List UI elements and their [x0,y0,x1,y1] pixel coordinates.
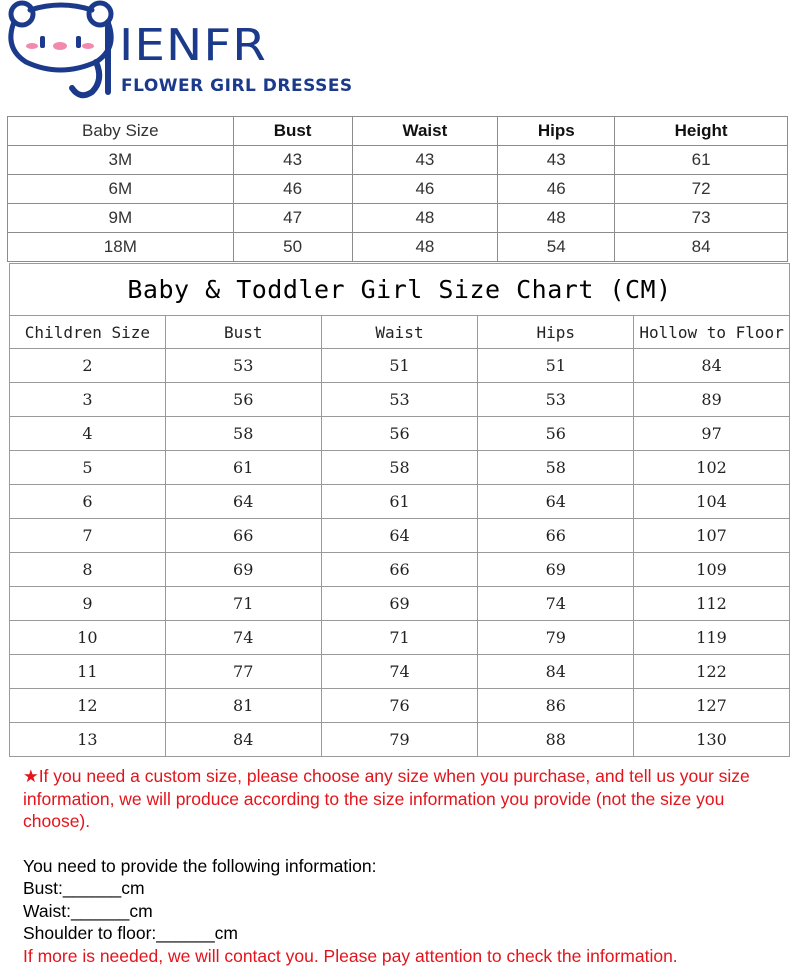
table-cell: 43 [233,146,352,175]
table-cell: 89 [634,383,790,417]
table-cell: 69 [165,553,321,587]
table-cell: 86 [478,689,634,723]
table-cell: 69 [321,587,478,621]
brand-tagline: FLOWER GIRL DRESSES [121,76,353,96]
table-cell: 3 [10,383,166,417]
table-row [8,233,788,262]
table-cell: 58 [321,451,478,485]
table-cell: 71 [321,621,478,655]
table-cell: 74 [478,587,634,621]
column-header: Height [615,117,788,146]
table-cell: 104 [634,485,790,519]
table-cell: 69 [478,553,634,587]
table-row [8,146,788,175]
table-cell: 64 [165,485,321,519]
table-cell: 46 [233,175,352,204]
table-cell: 54 [498,233,615,262]
table-header-row [8,117,788,146]
table-cell: 84 [634,349,790,383]
table-cell: 58 [165,417,321,451]
table-cell: 71 [165,587,321,621]
table-cell: 64 [321,519,478,553]
table-row [10,587,790,621]
table-cell: 84 [478,655,634,689]
table-cell: 13 [10,723,166,757]
baby-size-table [7,116,788,262]
table-cell: 109 [634,553,790,587]
size-notes [23,765,783,967]
table-cell: 56 [478,417,634,451]
table-row [10,553,790,587]
table-cell: 79 [321,723,478,757]
table-cell: 43 [352,146,498,175]
table-cell: 51 [478,349,634,383]
table-cell: 3M [8,146,234,175]
table-cell: 48 [352,204,498,233]
brand-name: IENFR [119,20,268,71]
table-cell: 6M [8,175,234,204]
column-header: Waist [321,316,478,349]
table-cell: 77 [165,655,321,689]
table-row [8,204,788,233]
table-cell: 2 [10,349,166,383]
table-cell: 61 [321,485,478,519]
table-cell: 6 [10,485,166,519]
field-waist: Waist:______cm [23,900,153,921]
table-cell: 61 [165,451,321,485]
table-row [10,383,790,417]
table-cell: 119 [634,621,790,655]
table-row [10,485,790,519]
table-cell: 10 [10,621,166,655]
table-cell: 88 [478,723,634,757]
table-cell: 102 [634,451,790,485]
table-row [10,689,790,723]
table-cell: 53 [165,349,321,383]
size-chart-title: Baby & Toddler Girl Size Chart (CM) [10,264,790,316]
table-cell: 73 [615,204,788,233]
table-cell: 43 [498,146,615,175]
table-cell: 51 [321,349,478,383]
field-bust: Bust:______cm [23,878,145,898]
table-cell: 48 [352,233,498,262]
table-cell: 84 [615,233,788,262]
brand-logo [0,0,360,105]
table-cell: 9 [10,587,166,621]
table-title-row [10,264,790,316]
table-cell: 11 [10,655,166,689]
table-cell: 130 [634,723,790,757]
table-cell: 53 [321,383,478,417]
table-cell: 46 [352,175,498,204]
table-cell: 66 [321,553,478,587]
column-header: Hollow to Floor [634,316,790,349]
table-row [10,417,790,451]
field-shoulder-to-floor: Shoulder to floor:______cm [23,923,238,943]
table-cell: 7 [10,519,166,553]
column-header: Bust [233,117,352,146]
table-cell: 74 [321,655,478,689]
column-header: Children Size [10,316,166,349]
table-cell: 53 [478,383,634,417]
custom-size-note: ★If you need a custom size, please choose any size when you purchase, and tell us your size information, we will produce according to the size information you provide (not the size you choose). [23,766,750,831]
table-cell: 72 [615,175,788,204]
table-cell: 122 [634,655,790,689]
required-info-block [23,855,783,968]
table-header-row [10,316,790,349]
table-row [10,349,790,383]
table-cell: 61 [615,146,788,175]
table-cell: 47 [233,204,352,233]
table-cell: 50 [233,233,352,262]
table-cell: 9M [8,204,234,233]
table-row [10,655,790,689]
table-cell: 84 [165,723,321,757]
toddler-size-table [9,263,790,757]
table-cell: 5 [10,451,166,485]
table-row [10,723,790,757]
table-cell: 76 [321,689,478,723]
table-cell: 79 [478,621,634,655]
table-cell: 112 [634,587,790,621]
table-cell: 56 [165,383,321,417]
table-row [10,519,790,553]
table-cell: 4 [10,417,166,451]
table-cell: 64 [478,485,634,519]
column-header: Waist [352,117,498,146]
column-header: Hips [498,117,615,146]
column-header: Hips [478,316,634,349]
table-cell: 97 [634,417,790,451]
contact-note: If more is needed, we will contact you. Please pay attention to check the information. [23,945,678,966]
table-row [8,175,788,204]
table-row [10,451,790,485]
table-cell: 107 [634,519,790,553]
table-cell: 18M [8,233,234,262]
provide-info-intro: You need to provide the following information: [23,855,377,876]
table-cell: 48 [498,204,615,233]
table-cell: 66 [478,519,634,553]
table-cell: 46 [498,175,615,204]
table-cell: 12 [10,689,166,723]
table-cell: 74 [165,621,321,655]
table-row [10,621,790,655]
column-header: Bust [165,316,321,349]
table-cell: 81 [165,689,321,723]
bear-head-icon [0,0,125,100]
column-header: Baby Size [8,117,234,146]
table-cell: 127 [634,689,790,723]
table-cell: 56 [321,417,478,451]
table-cell: 66 [165,519,321,553]
table-cell: 58 [478,451,634,485]
table-cell: 8 [10,553,166,587]
